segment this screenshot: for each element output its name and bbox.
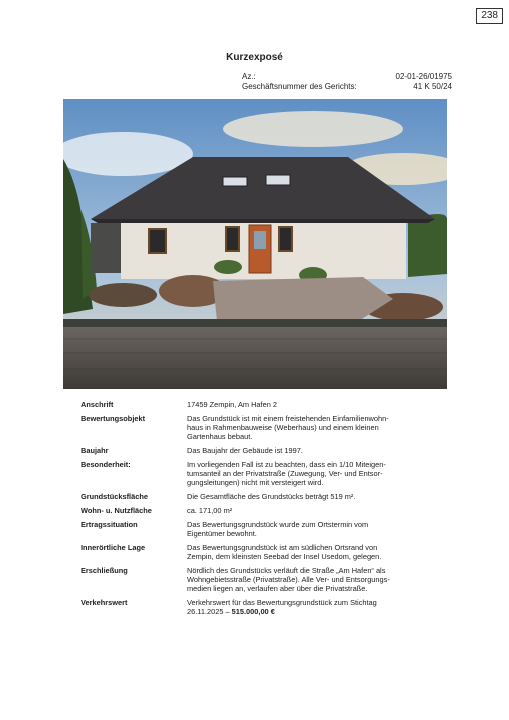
info-key: Ertragssituation [81, 520, 138, 529]
info-row-year [81, 446, 441, 455]
info-key: Grundstücksfläche [81, 492, 148, 501]
info-key: Erschließung [81, 566, 128, 575]
info-key: Besonderheit: [81, 460, 131, 469]
market-value-date: 26.11.2025 – [187, 607, 232, 616]
page-number: 238 [476, 8, 503, 24]
reference-value: 02-01-26/01975 [395, 72, 452, 81]
info-row-income [81, 520, 441, 538]
info-key: Bewertungsobjekt [81, 414, 146, 423]
info-value: ca. 171,00 m² [187, 506, 233, 515]
info-row-special [81, 460, 441, 487]
market-value-amount: 515.000,00 € [231, 607, 275, 616]
reference-label: Geschäftsnummer des Gerichts: [242, 82, 357, 91]
info-value: Die Gesamtfläche des Grundstücks beträgt 519 m². [187, 492, 356, 501]
info-value: Das Bewertungsgrundstück wurde zum Ortstermin vom Eigentümer bewohnt. [187, 520, 369, 538]
info-row-living-area [81, 506, 441, 515]
info-value: Das Bewertungsgrundstück ist am südlichen Ortsrand von Zempin, dem kleinsten Seebad der Insel Usedom, gelegen. [187, 543, 382, 561]
info-row-plot-area [81, 492, 441, 501]
page-title: Kurzexposé [226, 52, 283, 63]
info-key: Anschrift [81, 400, 114, 409]
property-photo [63, 99, 447, 389]
property-info-table [81, 400, 441, 621]
info-key: Innerörtliche Lage [81, 543, 146, 552]
market-value-line1: Verkehrswert für das Bewertungsgrundstück zum Stichtag [187, 598, 377, 607]
info-key: Wohn- u. Nutzfläche [81, 506, 152, 515]
info-value: Das Grundstück ist mit einem freistehenden Einfamilienwohn- haus in Rahmenbauweise (Weberhaus) und einem kleinen Gartenhaus bebaut. [187, 414, 389, 441]
info-key: Baujahr [81, 446, 109, 455]
info-value: Nördlich des Grundstücks verläuft die Straße „Am Hafen“ als Wohngebietsstraße (Privatstraße). Alle Ver- und Entsorgungs- medien liegen an, verlaufen aber über die Privatstraße. [187, 566, 390, 593]
info-row-object [81, 414, 441, 441]
info-value: Im vorliegenden Fall ist zu beachten, dass ein 1/10 Miteigen- tumsanteil an der Privatstraße (Zuwegung, Ver- und Entsor- gungsleitungen) nicht mit versteigert wird. [187, 460, 386, 487]
info-row-address [81, 400, 441, 409]
info-row-location [81, 543, 441, 561]
info-row-utilities [81, 566, 441, 593]
info-key: Verkehrswert [81, 598, 128, 607]
reference-label: Az.: [242, 72, 256, 81]
info-value [187, 598, 441, 616]
info-row-market-value [81, 598, 441, 616]
reference-value: 41 K 50/24 [413, 82, 452, 91]
info-value: Das Baujahr der Gebäude ist 1997. [187, 446, 303, 455]
info-value: 17459 Zempin, Am Hafen 2 [187, 400, 277, 409]
